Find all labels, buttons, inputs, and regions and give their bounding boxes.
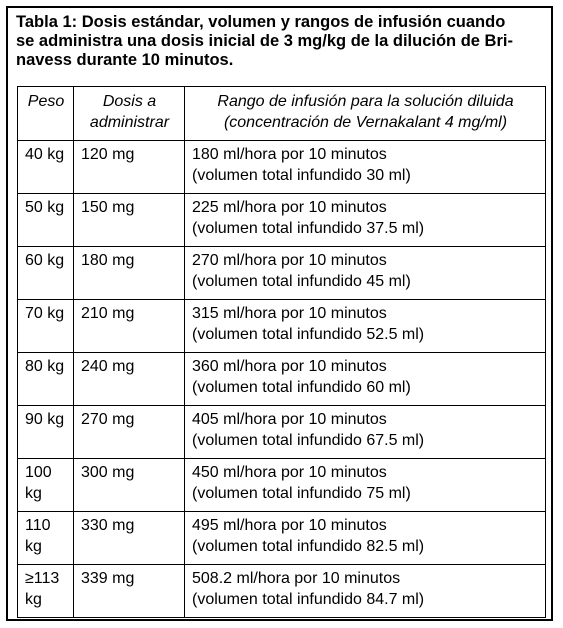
cell-infusion-rate: 508.2 ml/hora por 10 minutos (volumen total infundido 84.7 ml) bbox=[185, 565, 546, 618]
cell-weight: 100 kg bbox=[18, 459, 74, 512]
caption-line-3: navess durante 10 minutos. bbox=[16, 51, 234, 69]
table-row bbox=[18, 459, 546, 512]
table-row bbox=[18, 194, 546, 247]
table-row bbox=[18, 512, 546, 565]
table-row bbox=[18, 565, 546, 618]
cell-dose: 339 mg bbox=[74, 565, 185, 618]
cell-infusion-rate: 405 ml/hora por 10 minutos (volumen total infundido 67.5 ml) bbox=[185, 406, 546, 459]
header-dose: Dosis a administrar bbox=[74, 87, 185, 141]
cell-weight: 80 kg bbox=[18, 353, 74, 406]
header-weight: Peso bbox=[18, 87, 74, 141]
cell-infusion-rate: 450 ml/hora por 10 minutos (volumen total infundido 75 ml) bbox=[185, 459, 546, 512]
caption-line-1: Tabla 1: Dosis estándar, volumen y rangos de infusión cuando bbox=[16, 13, 506, 31]
cell-dose: 330 mg bbox=[74, 512, 185, 565]
cell-infusion-rate: 225 ml/hora por 10 minutos (volumen total infundido 37.5 ml) bbox=[185, 194, 546, 247]
caption-line-2: se administra una dosis inicial de 3 mg/kg de la dilución de Bri- bbox=[16, 32, 513, 50]
cell-weight: ≥113 kg bbox=[18, 565, 74, 618]
dose-table bbox=[17, 86, 546, 618]
cell-infusion-rate: 495 ml/hora por 10 minutos (volumen total infundido 82.5 ml) bbox=[185, 512, 546, 565]
cell-infusion-rate: 315 ml/hora por 10 minutos (volumen total infundido 52.5 ml) bbox=[185, 300, 546, 353]
cell-dose: 210 mg bbox=[74, 300, 185, 353]
table-frame bbox=[6, 6, 553, 621]
cell-weight: 40 kg bbox=[18, 141, 74, 194]
cell-infusion-rate: 180 ml/hora por 10 minutos (volumen total infundido 30 ml) bbox=[185, 141, 546, 194]
cell-dose: 150 mg bbox=[74, 194, 185, 247]
cell-dose: 270 mg bbox=[74, 406, 185, 459]
cell-weight: 60 kg bbox=[18, 247, 74, 300]
table-row bbox=[18, 141, 546, 194]
cell-weight: 70 kg bbox=[18, 300, 74, 353]
cell-infusion-rate: 270 ml/hora por 10 minutos (volumen total infundido 45 ml) bbox=[185, 247, 546, 300]
cell-dose: 240 mg bbox=[74, 353, 185, 406]
table-row bbox=[18, 353, 546, 406]
cell-weight: 90 kg bbox=[18, 406, 74, 459]
header-infusion-rate: Rango de infusión para la solución diluida (concentración de Vernakalant 4 mg/ml) bbox=[185, 87, 546, 141]
cell-weight: 50 kg bbox=[18, 194, 74, 247]
cell-dose: 120 mg bbox=[74, 141, 185, 194]
table-row bbox=[18, 406, 546, 459]
table-caption bbox=[16, 13, 546, 70]
cell-infusion-rate: 360 ml/hora por 10 minutos (volumen total infundido 60 ml) bbox=[185, 353, 546, 406]
table-row bbox=[18, 300, 546, 353]
cell-weight: 110 kg bbox=[18, 512, 74, 565]
table-row bbox=[18, 247, 546, 300]
cell-dose: 180 mg bbox=[74, 247, 185, 300]
header-row bbox=[18, 87, 546, 141]
cell-dose: 300 mg bbox=[74, 459, 185, 512]
